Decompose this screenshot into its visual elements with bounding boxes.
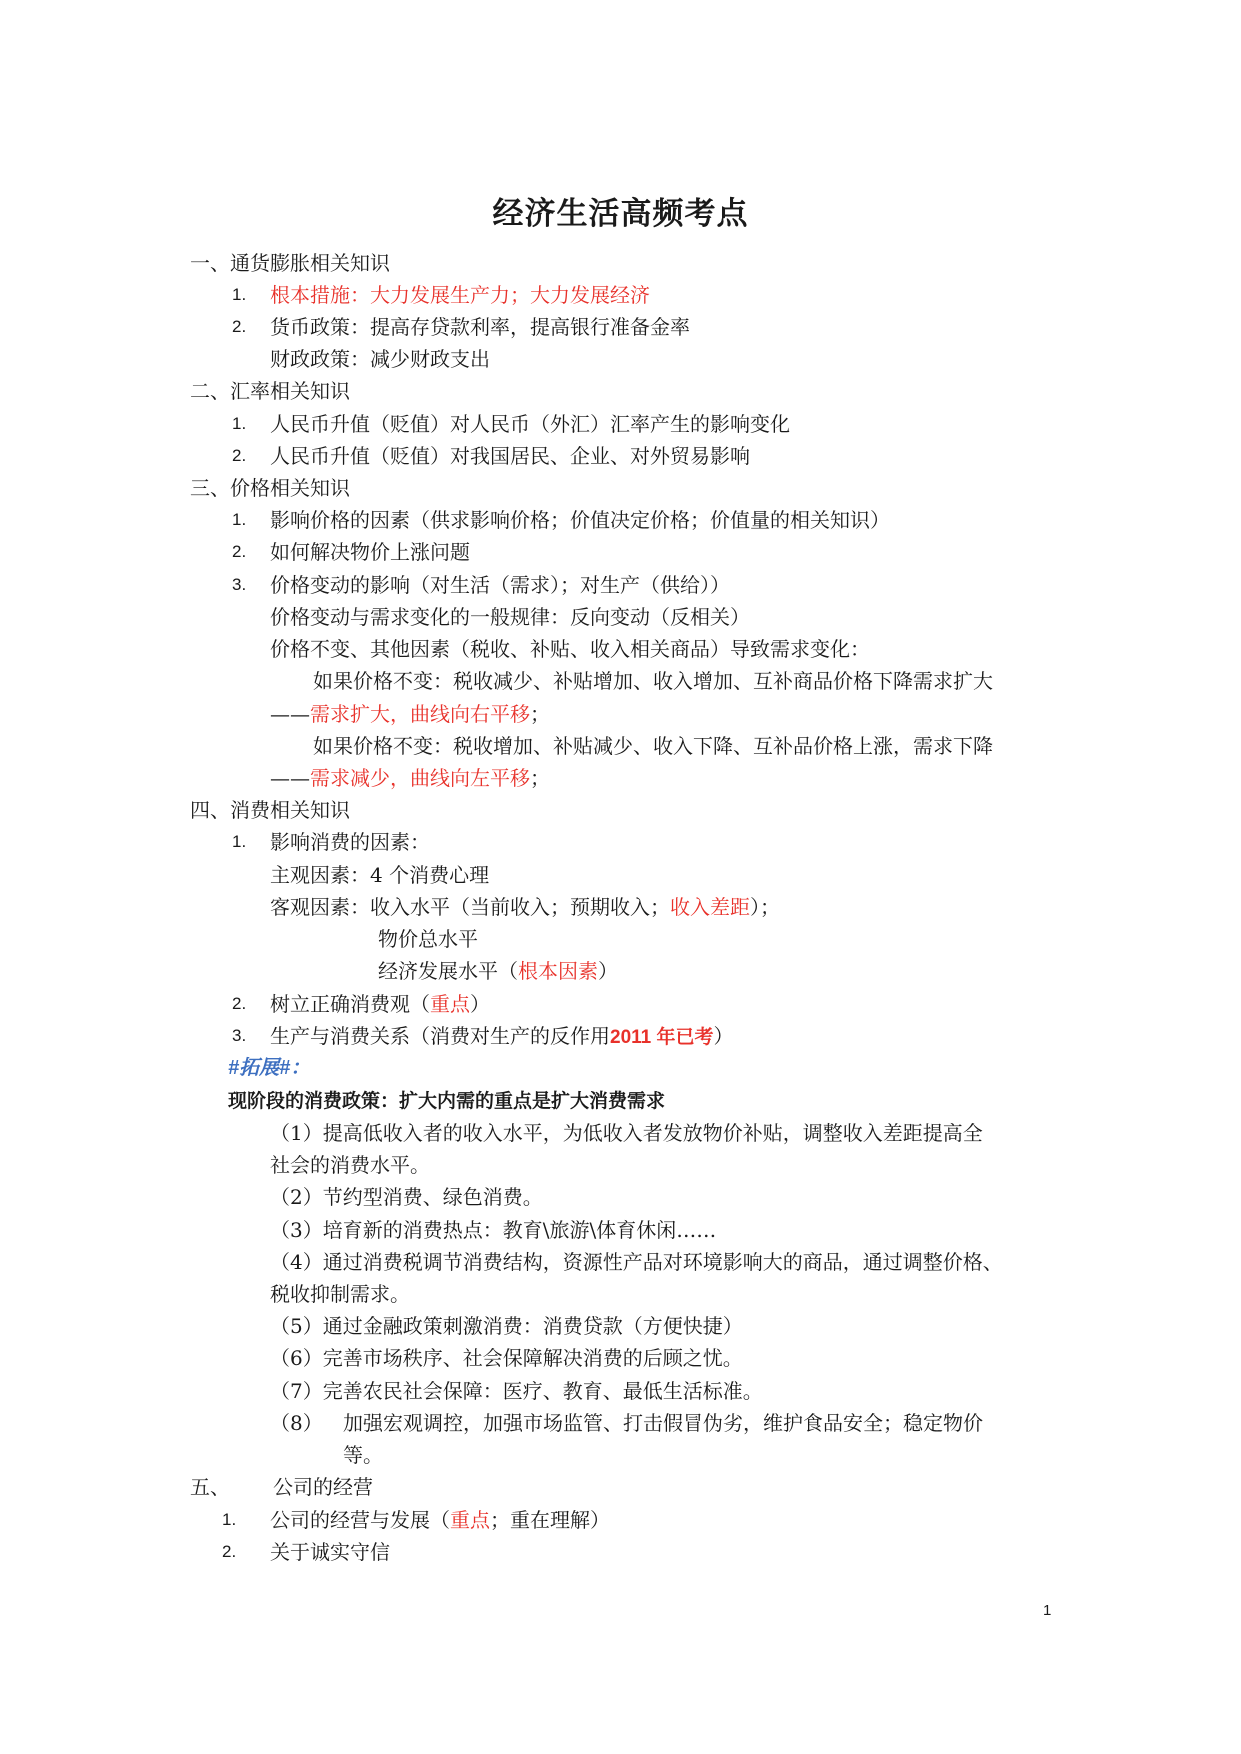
list-item: 影响价格的因素（供求影响价格；价值决定价格；价值量的相关知识）: [270, 508, 890, 532]
dash-text: ——: [270, 766, 310, 790]
policy-item: （5）通过金融政策刺激消费：消费贷款（方便快捷）: [270, 1314, 743, 1338]
policy-heading: 现阶段的消费政策：扩大内需的重点是扩大消费需求: [228, 1090, 666, 1112]
sub-item-text: 客观因素：收入水平（当前收入；预期收入；: [270, 895, 670, 919]
list-item-text: ）: [470, 992, 490, 1016]
item-number: 1.: [232, 414, 247, 433]
dash-text: ——: [270, 702, 310, 726]
section-number: 五、: [190, 1475, 230, 1499]
section-heading-company: 公司的经营: [273, 1475, 373, 1499]
item-number: 2.: [222, 1542, 237, 1561]
highlight-text: 重点: [430, 992, 470, 1016]
list-item: 货币政策：提高存贷款利率，提高银行准备金率: [270, 315, 690, 339]
extension-label: #拓展#：: [228, 1057, 311, 1079]
sub-item: 主观因素：4 个消费心理: [270, 863, 490, 887]
policy-item-continuation: 税收抑制需求。: [270, 1282, 410, 1306]
section-heading-consumption: 四、消费相关知识: [190, 798, 350, 822]
item-number: 2.: [232, 542, 247, 561]
list-item: 根本措施：大力发展生产力；大力发展经济: [270, 283, 650, 307]
policy-item: （6）完善市场秩序、社会保障解决消费的后顾之忧。: [270, 1346, 743, 1370]
policy-item-number: （8）: [270, 1411, 323, 1435]
list-item-text: 生产与消费关系（消费对生产的反作用: [270, 1024, 610, 1048]
policy-item: （2）节约型消费、绿色消费。: [270, 1185, 543, 1209]
policy-item: （1）提高低收入者的收入水平，为低收入者发放物价补贴，调整收入差距提高全: [270, 1121, 983, 1145]
section-heading-exchange-rate: 二、汇率相关知识: [190, 379, 350, 403]
item-number: 2.: [232, 446, 247, 465]
item-number: 1.: [232, 832, 247, 851]
list-item: [270, 1504, 610, 1536]
list-item-continuation: 价格不变、其他因素（税收、补贴、收入相关商品）导致需求变化：: [270, 637, 870, 661]
paragraph-line: [270, 698, 550, 730]
paragraph-line: 如果价格不变：税收增加、补贴减少、收入下降、互补品价格上涨，需求下降: [313, 734, 993, 758]
item-number: 3.: [232, 1026, 247, 1045]
item-number: 3.: [232, 575, 247, 594]
sub-item-text: ）；: [750, 895, 780, 919]
list-item-continuation: 财政政策：减少财政支出: [270, 347, 490, 371]
policy-item-continuation: 等。: [343, 1443, 383, 1467]
list-item: 价格变动的影响（对生活（需求）；对生产（供给））: [270, 573, 730, 597]
highlight-text: 需求扩大，曲线向右平移: [310, 702, 530, 726]
policy-item: （3）培育新的消费热点：教育\旅游\体育休闲……: [270, 1218, 717, 1242]
punctuation: ；: [530, 766, 550, 790]
sub-item-text: ）: [598, 959, 618, 983]
sub-item: 物价总水平: [378, 927, 478, 951]
list-item: [270, 1020, 734, 1052]
section-heading-price: 三、价格相关知识: [190, 476, 350, 500]
list-item-text: 公司的经营与发展（: [270, 1508, 450, 1532]
highlight-text: 根本因素: [518, 959, 598, 983]
list-item-text: ；重在理解）: [490, 1508, 610, 1532]
item-number: 1.: [232, 510, 247, 529]
document-title: 经济生活高频考点: [492, 196, 749, 232]
policy-item: （4）通过消费税调节消费结构，资源性产品对环境影响大的商品，通过调整价格、: [270, 1250, 1003, 1274]
list-item: 影响消费的因素：: [270, 830, 430, 854]
list-item-continuation: 价格变动与需求变化的一般规律：反向变动（反相关）: [270, 605, 750, 629]
highlight-text: 收入差距: [670, 895, 750, 919]
list-item: 人民币升值（贬值）对人民币（外汇）汇率产生的影响变化: [270, 412, 790, 436]
list-item: 如何解决物价上涨问题: [270, 540, 470, 564]
sub-item: [378, 955, 618, 987]
sub-item-text: 经济发展水平（: [378, 959, 518, 983]
highlight-text: 2011 年已考: [610, 1027, 714, 1048]
punctuation: ；: [530, 702, 550, 726]
paragraph-line: 如果价格不变：税收减少、补贴增加、收入增加、互补商品价格下降需求扩大: [313, 669, 993, 693]
list-item: 关于诚实守信: [270, 1540, 390, 1564]
item-number: 1.: [232, 285, 247, 304]
sub-item: [270, 891, 780, 923]
item-number: 2.: [232, 317, 247, 336]
list-item-text: ）: [713, 1024, 734, 1048]
page-number: 1: [1043, 1602, 1052, 1619]
policy-item-continuation: 社会的消费水平。: [270, 1153, 430, 1177]
item-number: 2.: [232, 994, 247, 1013]
list-item: 人民币升值（贬值）对我国居民、企业、对外贸易影响: [270, 444, 750, 468]
policy-item: （7）完善农民社会保障：医疗、教育、最低生活标准。: [270, 1379, 763, 1403]
list-item-text: 树立正确消费观（: [270, 992, 430, 1016]
highlight-text: 需求减少，曲线向左平移: [310, 766, 530, 790]
item-number: 1.: [222, 1510, 237, 1529]
highlight-text: 重点: [450, 1508, 490, 1532]
section-heading-inflation: 一、通货膨胀相关知识: [190, 251, 390, 275]
policy-item: 加强宏观调控，加强市场监管、打击假冒伪劣，维护食品安全；稳定物价: [343, 1411, 983, 1435]
paragraph-line: [270, 762, 550, 794]
list-item: [270, 988, 490, 1020]
